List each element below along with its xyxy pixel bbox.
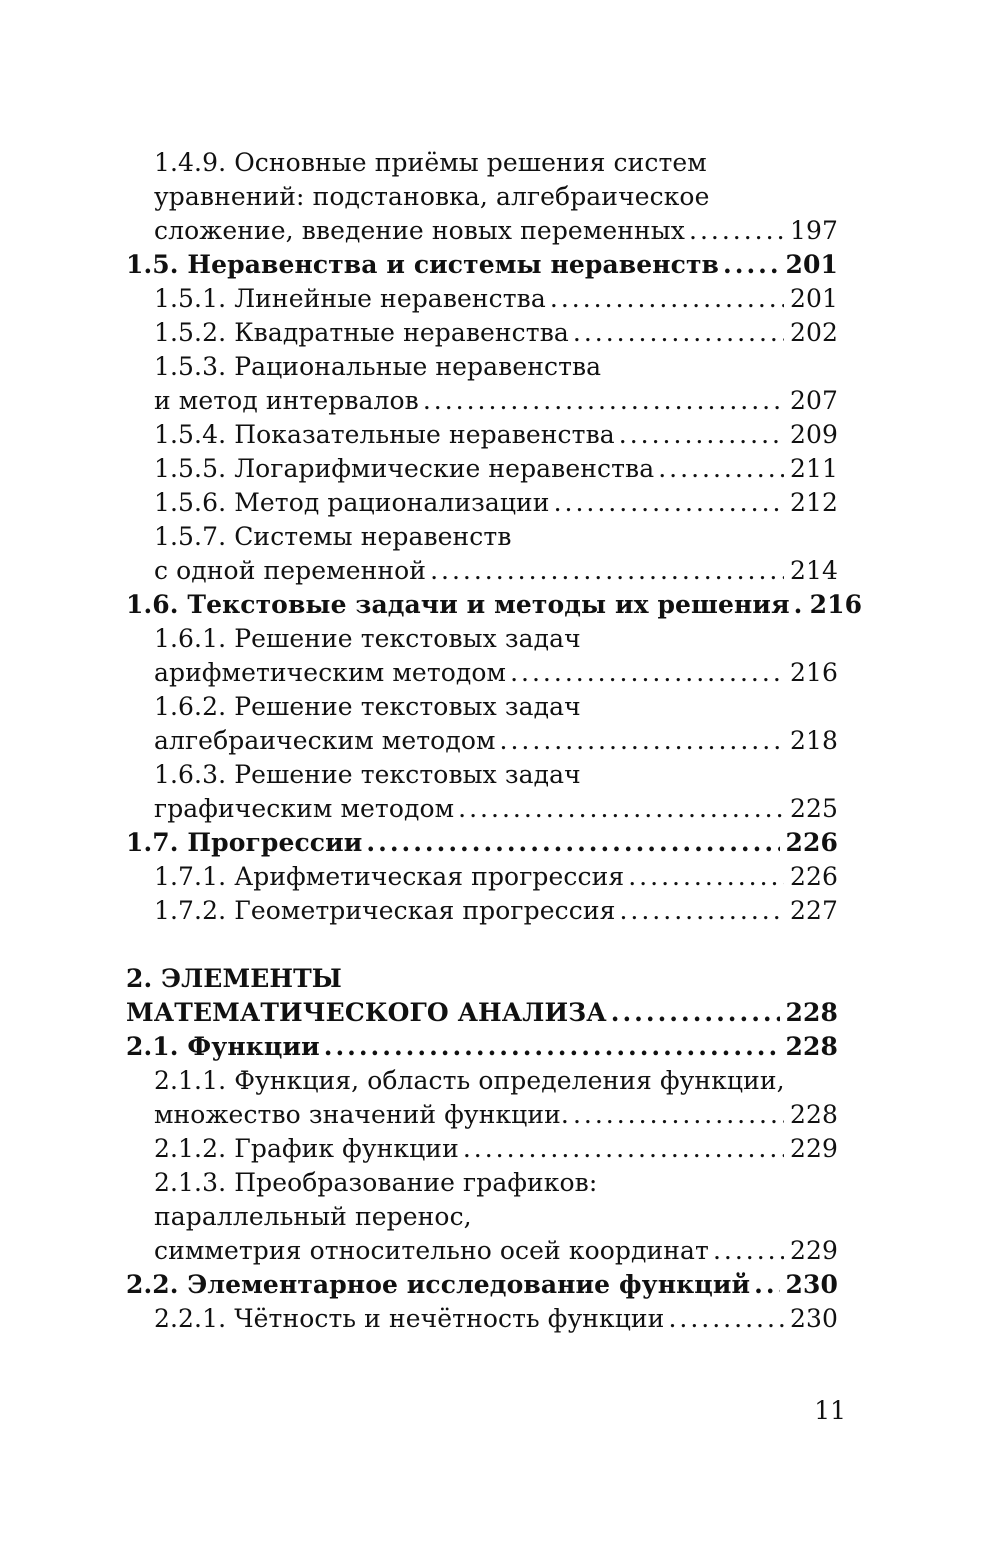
dot-leader — [619, 418, 784, 452]
toc-entry-title: и метод интервалов — [154, 386, 419, 415]
dot-leader — [510, 656, 784, 690]
dot-leader — [689, 214, 784, 248]
chapter-spacer — [126, 928, 838, 962]
toc-entry-title: 2.1.1. Функция, область определения функции, — [154, 1066, 785, 1095]
toc-entry — [126, 1132, 838, 1166]
table-of-contents — [126, 146, 863, 1336]
toc-entry-title: 2.2.1. Чётность и нечётность функции — [154, 1304, 665, 1333]
toc-entry — [126, 1302, 838, 1336]
toc-entry-title: 1.6.2. Решение текстовых задач — [154, 692, 581, 721]
toc-entry-page: 228 — [789, 1100, 838, 1129]
toc-entry-page: 212 — [789, 488, 838, 517]
toc-entry-title: 1.4.9. Основные приёмы решения систем — [154, 148, 707, 177]
dot-leader — [668, 1302, 784, 1336]
toc-chapter-page: 228 — [785, 998, 838, 1027]
dot-leader — [458, 792, 784, 826]
toc-section — [126, 826, 838, 860]
toc-line — [126, 180, 838, 214]
dot-leader — [611, 996, 780, 1030]
toc-entry-page: 201 — [789, 284, 838, 313]
toc-entry-title: 1.5.1. Линейные неравенства — [154, 284, 546, 313]
toc-entry-title: 1.5.5. Логарифмические неравенства — [154, 454, 655, 483]
toc-line — [126, 1166, 838, 1200]
toc-entry — [126, 724, 838, 758]
toc-entry — [126, 894, 838, 928]
toc-entry-page: 226 — [789, 862, 838, 891]
dot-leader — [713, 1234, 784, 1268]
toc-entry-title: 1.5.2. Квадратные неравенства — [154, 318, 569, 347]
toc-section-title: 1.6. Текстовые задачи и методы их решения — [126, 590, 790, 619]
toc-entry-page: 197 — [789, 216, 838, 245]
toc-chapter-title: 2. ЭЛЕМЕНТЫ — [126, 964, 342, 993]
toc-entry-title: параллельный перенос, — [154, 1202, 472, 1231]
toc-entry-title: 1.7.2. Геометрическая прогрессия — [154, 896, 616, 925]
toc-entry-title: 1.5.7. Системы неравенств — [154, 522, 512, 551]
toc-line — [126, 146, 838, 180]
toc-entry — [126, 282, 838, 316]
toc-entry-page: 216 — [789, 658, 838, 687]
toc-section — [126, 588, 863, 622]
toc-entry-title: 2.1.3. Преобразование графиков: — [154, 1168, 598, 1197]
toc-entry-title: симметрия относительно осей координат — [154, 1236, 709, 1265]
toc-entry-page: 214 — [789, 556, 838, 585]
toc-chapter — [126, 996, 838, 1030]
toc-entry-page: 207 — [789, 386, 838, 415]
toc-entry — [126, 860, 838, 894]
toc-line — [126, 622, 838, 656]
toc-entry-page: 229 — [789, 1134, 838, 1163]
toc-section — [126, 1268, 838, 1302]
dot-leader — [573, 1098, 784, 1132]
toc-entry — [126, 316, 838, 350]
toc-section-title: 2.1. Функции — [126, 1032, 320, 1061]
toc-entry-title: графическим методом — [154, 794, 455, 823]
toc-section-page: 226 — [785, 828, 838, 857]
dot-leader — [619, 894, 784, 928]
toc-section-page: 216 — [809, 590, 863, 619]
dot-leader — [554, 486, 784, 520]
toc-entry-title: 2.1.2. График функции — [154, 1134, 459, 1163]
toc-entry — [126, 384, 838, 418]
toc-section-page: 201 — [785, 250, 838, 279]
dot-leader — [794, 588, 804, 622]
dot-leader — [500, 724, 784, 758]
toc-entry-title: множество значений функции. — [154, 1100, 569, 1129]
toc-entry-title: 1.7.1. Арифметическая прогрессия — [154, 862, 625, 891]
toc-section — [126, 1030, 838, 1064]
toc-entry-title: алгебраическим методом — [154, 726, 496, 755]
toc-line — [126, 350, 838, 384]
toc-line — [126, 1064, 838, 1098]
toc-entry-page: 209 — [789, 420, 838, 449]
toc-entry-title: сложение, введение новых переменных — [154, 216, 685, 245]
toc-entry-title: 1.6.1. Решение текстовых задач — [154, 624, 581, 653]
dot-leader — [430, 554, 784, 588]
toc-entry-title: с одной переменной — [154, 556, 427, 585]
dot-leader — [324, 1030, 780, 1064]
toc-entry-page: 202 — [789, 318, 838, 347]
dot-leader — [550, 282, 784, 316]
toc-line — [126, 690, 838, 724]
dot-leader — [463, 1132, 784, 1166]
toc-entry-title: 1.5.3. Рациональные неравенства — [154, 352, 602, 381]
toc-entry — [126, 214, 838, 248]
dot-leader — [723, 248, 779, 282]
toc-entry — [126, 656, 838, 690]
toc-entry-title: 1.6.3. Решение текстовых задач — [154, 760, 581, 789]
toc-entry-page: 225 — [789, 794, 838, 823]
toc-entry — [126, 418, 838, 452]
toc-entry — [126, 792, 838, 826]
toc-section-title: 1.5. Неравенства и системы неравенств — [126, 250, 720, 279]
toc-section-page: 230 — [785, 1270, 838, 1299]
toc-entry-page: 211 — [789, 454, 838, 483]
dot-leader — [628, 860, 784, 894]
toc-entry — [126, 486, 838, 520]
toc-section-title: 2.2. Элементарное исследование функций — [126, 1270, 751, 1299]
toc-entry — [126, 1098, 838, 1132]
toc-section — [126, 248, 838, 282]
toc-entry — [126, 1234, 838, 1268]
toc-chapter — [126, 962, 838, 996]
dot-leader — [366, 826, 779, 860]
toc-entry — [126, 554, 838, 588]
toc-line — [126, 758, 838, 792]
toc-entry-page: 227 — [789, 896, 838, 925]
toc-section-title: 1.7. Прогрессии — [126, 828, 363, 857]
toc-entry-title: 1.5.6. Метод рационализации — [154, 488, 550, 517]
dot-leader — [573, 316, 784, 350]
toc-entry-title: арифметическим методом — [154, 658, 507, 687]
toc-entry-title: уравнений: подстановка, алгебраическое — [154, 182, 710, 211]
toc-line — [126, 520, 838, 554]
toc-entry-page: 229 — [789, 1236, 838, 1265]
page-number: 11 — [814, 1396, 846, 1425]
toc-section-page: 228 — [785, 1032, 838, 1061]
dot-leader — [658, 452, 784, 486]
toc-entry — [126, 452, 838, 486]
toc-entry-page: 218 — [789, 726, 838, 755]
toc-chapter-title: МАТЕМАТИЧЕСКОГО АНАЛИЗА — [126, 998, 607, 1027]
dot-leader — [423, 384, 784, 418]
toc-line — [126, 1200, 838, 1234]
toc-entry-page: 230 — [789, 1304, 838, 1333]
toc-entry-title: 1.5.4. Показательные неравенства — [154, 420, 615, 449]
dot-leader — [754, 1268, 779, 1302]
